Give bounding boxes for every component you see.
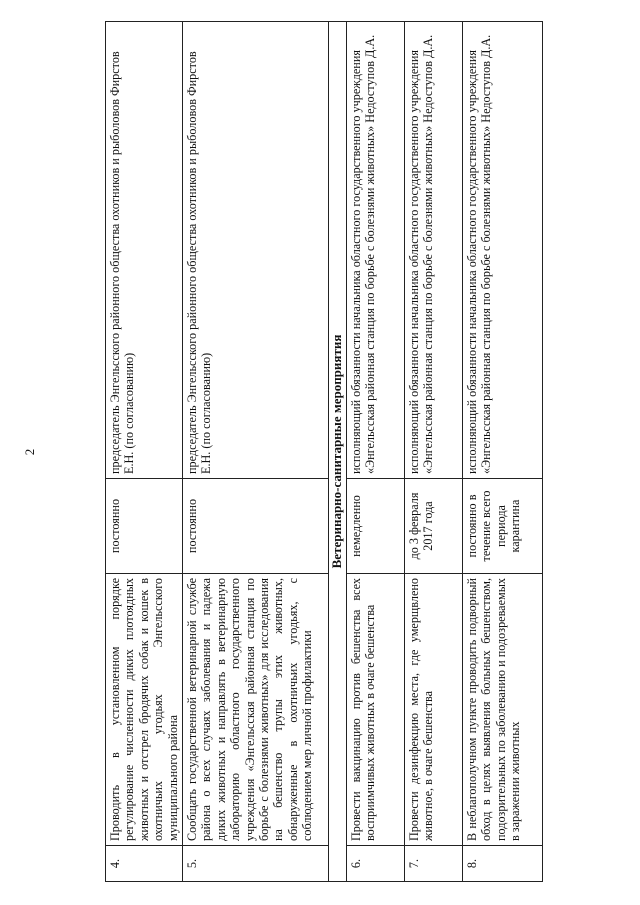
row-responsible: председатель Энгельсского районного общества охотников и рыболовов Фирстов Е.Н. (по согласованию) bbox=[183, 22, 329, 479]
row-number: 4. bbox=[106, 846, 183, 882]
rotated-table-container bbox=[105, 22, 535, 882]
row-action: Провести вакцинацию против бешенства всех восприимчивых животных в очаге бешенства bbox=[347, 574, 405, 846]
table-row bbox=[347, 22, 405, 882]
row-action: Сообщать государственной ветеринарной службе района о всех случаях заболевания и падежа диких животных и направлять в ветеринарную лабораторию областного государственного учреждения «Энгельсская районная станция по борьбе с болезнями животных» для исследования на бешенство трупы этих животных, обнаруженные в охотничьих угодьях, с соблюдением мер личной профилактики bbox=[183, 574, 329, 846]
measures-table bbox=[105, 21, 543, 882]
row-responsible: председатель Энгельсского районного общества охотников и рыболовов Фирстов Е.Н. (по согласованию) bbox=[106, 22, 183, 479]
row-responsible: исполняющий обязанности начальника областного государственного учреждения «Энгельсская районная станция по борьбе с болезнями животных» Недоступов Д.А. bbox=[347, 22, 405, 479]
table-row bbox=[183, 22, 329, 882]
row-deadline: постоянно в течение всего периода карантина bbox=[463, 479, 543, 574]
row-number: 6. bbox=[347, 846, 405, 882]
row-deadline: до 3 февраля 2017 года bbox=[405, 479, 463, 574]
table-row bbox=[405, 22, 463, 882]
section-header-row bbox=[329, 22, 347, 882]
row-number: 7. bbox=[405, 846, 463, 882]
row-responsible: исполняющий обязанности начальника областного государственного учреждения «Энгельсская районная станция по борьбе с болезнями животных» Недоступов Д.А. bbox=[405, 22, 463, 479]
table-row bbox=[463, 22, 543, 882]
row-action: Провести дезинфекцию места, где умерщвлено животное, в очаге бешенства bbox=[405, 574, 463, 846]
row-responsible: исполняющий обязанности начальника областного государственного учреждения «Энгельсская районная станция по борьбе с болезнями животных» Недоступов Д.А. bbox=[463, 22, 543, 479]
row-number: 5. bbox=[183, 846, 329, 882]
row-action: В неблагополучном пункте проводить подворный обход в целях выявления больных бешенством, подозрительных по заболеванию и подозреваемых в заражении животных bbox=[463, 574, 543, 846]
row-action: Проводить в установленном порядке регулирование численности диких плотоядных животных и отстрел бродячих собак и кошек в охотничьих угодьях Энгельсского муниципального района bbox=[106, 574, 183, 846]
row-deadline: постоянно bbox=[106, 479, 183, 574]
section-title: Ветеринарно-санитарные мероприятия bbox=[329, 22, 347, 882]
row-deadline: постоянно bbox=[183, 479, 329, 574]
table-row bbox=[106, 22, 183, 882]
row-deadline: немедленно bbox=[347, 479, 405, 574]
page-number: 2 bbox=[22, 448, 37, 456]
row-number: 8. bbox=[463, 846, 543, 882]
